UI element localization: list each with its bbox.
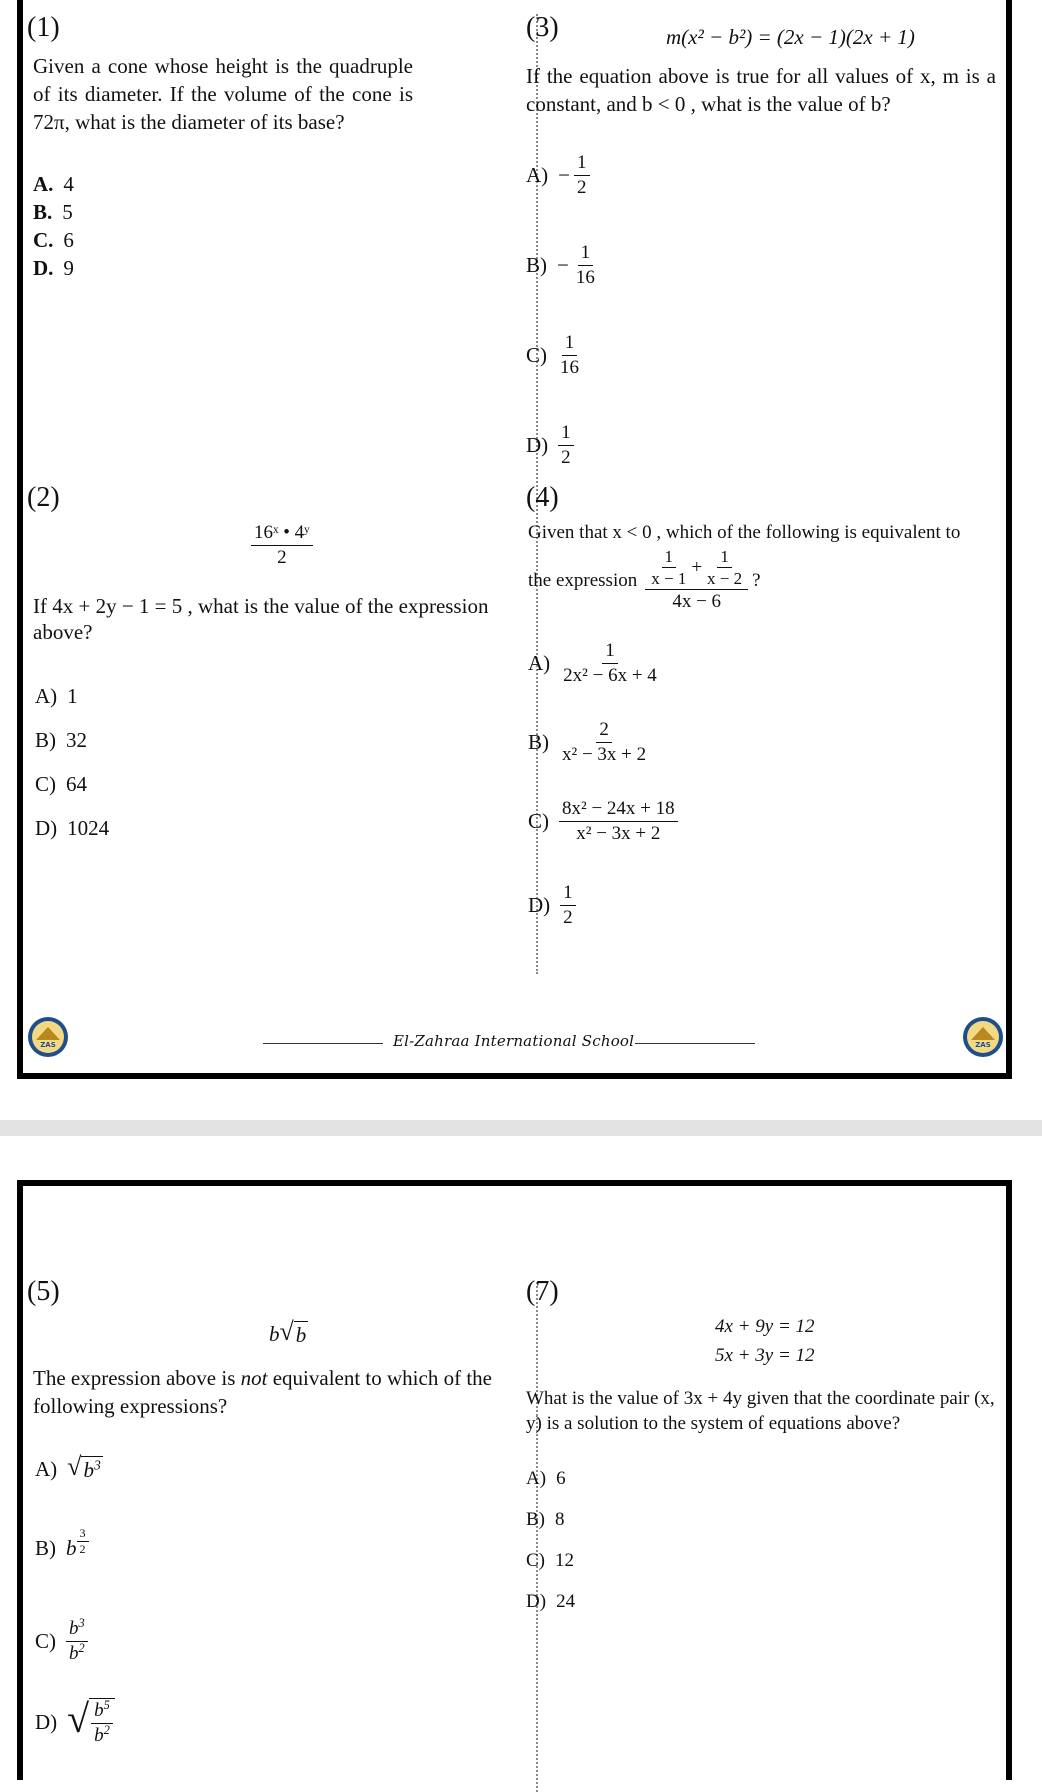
question-5-option-b[interactable]: B) b $\frac{3}{2}$	[35, 1536, 89, 1561]
question-7-equation-1: 4x + 9y = 12	[715, 1316, 815, 1337]
worksheet-page-1	[17, 0, 1012, 1079]
question-4-number: (4)	[526, 482, 559, 513]
question-7-option-b[interactable]: B) 8	[526, 1509, 565, 1530]
column-divider	[536, 1282, 538, 1792]
question-3-text: If the equation above is true for all values of x, m is a constant, and b < 0 , what is the value of b?	[526, 64, 996, 116]
question-2-option-b[interactable]: B) 32	[35, 728, 87, 752]
question-3-number: (3)	[526, 12, 559, 43]
question-5-option-c[interactable]: C) $\frac{b^3}{b^2}$	[35, 1618, 88, 1665]
question-3-option-b[interactable]: B) − $\frac{1}{16}$	[526, 242, 595, 288]
question-5-text: The expression above is not equivalent to which of the following expressions?	[33, 1366, 492, 1418]
footer-rule-left	[263, 1043, 383, 1044]
question-1-option-c[interactable]: C. 6	[33, 228, 74, 252]
question-4-text-line-1: Given that x < 0 , which of the following is equivalent to	[528, 522, 961, 543]
question-2-option-a[interactable]: A) 1	[35, 684, 78, 708]
logo-text: ZAS	[40, 1041, 56, 1049]
question-5-number: (5)	[27, 1276, 60, 1307]
question-4-option-d[interactable]: D) $\frac{1}{2}$	[528, 882, 576, 929]
question-7-text: What is the value of 3x + 4y given that the coordinate pair (x, y) is a solution to the system of equations above?	[526, 1388, 995, 1434]
question-3-option-c[interactable]: C) $\frac{1}{16}$	[526, 332, 579, 378]
question-7-option-c[interactable]: C) 12	[526, 1550, 574, 1571]
worksheet-page-2	[17, 1180, 1012, 1780]
logo-text: ZAS	[975, 1041, 991, 1049]
question-7-number: (7)	[526, 1276, 559, 1307]
question-7-equation-2: 5x + 3y = 12	[715, 1345, 815, 1366]
question-3-option-d[interactable]: D) $\frac{1}{2}$	[526, 422, 574, 469]
question-7-option-d[interactable]: D) 24	[526, 1591, 576, 1612]
question-5-expression: b √ b	[269, 1317, 307, 1347]
question-2-option-d[interactable]: D) 1024	[35, 816, 110, 840]
question-2-option-c[interactable]: C) 64	[35, 772, 87, 796]
question-2-text-line-2: above?	[33, 620, 93, 644]
question-2-text-line-1: If 4x + 2y − 1 = 5 , what is the value of the expression	[33, 594, 489, 618]
page-gap	[0, 1120, 1042, 1136]
question-5-option-d[interactable]: D) √ $\frac{b^5}{b^2}$	[35, 1698, 115, 1747]
question-1-text: Given a cone whose height is the quadruple of its diameter. If the volume of the cone is 72π, what is the diameter of its base?	[33, 54, 413, 134]
question-1-number: (1)	[27, 12, 60, 43]
question-1-option-d[interactable]: D. 9	[33, 256, 74, 280]
question-2-number: (2)	[27, 482, 60, 513]
question-5-option-a[interactable]: A) √ $b^3$	[35, 1452, 101, 1482]
question-2-expression: $\frac{\text{16ˣ • 4ʸ}}{2}$	[251, 522, 313, 569]
question-4-option-a[interactable]: A) $\frac{1}{\text{2x² − 6x + 4}}$	[528, 640, 657, 686]
question-4-expression: $\frac{1}{x - 1}$ + $\frac{1}{x - 2}$ 4x − 6	[645, 547, 748, 613]
question-1-option-b[interactable]: B. 5	[33, 200, 73, 224]
question-3-option-a[interactable]: A) − $\frac{1}{2}$	[526, 152, 590, 199]
question-1-option-a[interactable]: A. 4	[33, 172, 74, 196]
footer-school-name: El-Zahraa International School	[393, 1032, 635, 1050]
question-4-option-c[interactable]: C) $\frac{\text{8x² − 24x + 18}}{\text{x² − 3x + 2}}$	[528, 798, 678, 845]
footer-rule-right	[635, 1043, 755, 1044]
question-4-option-b[interactable]: B) $\frac{2}{\text{x² − 3x + 2}}$	[528, 719, 647, 765]
school-logo-right	[962, 1016, 1004, 1058]
question-3-equation: m(x² − b²) = (2x − 1)(2x + 1)	[666, 25, 915, 49]
question-4-expression-line: the expression $\frac{1}{x - 1}$ + $\frac{1}{x - 2}$ 4x − 6 ?	[528, 547, 761, 612]
question-7-option-a[interactable]: A) 6	[526, 1468, 566, 1489]
school-logo-left	[27, 1016, 69, 1058]
